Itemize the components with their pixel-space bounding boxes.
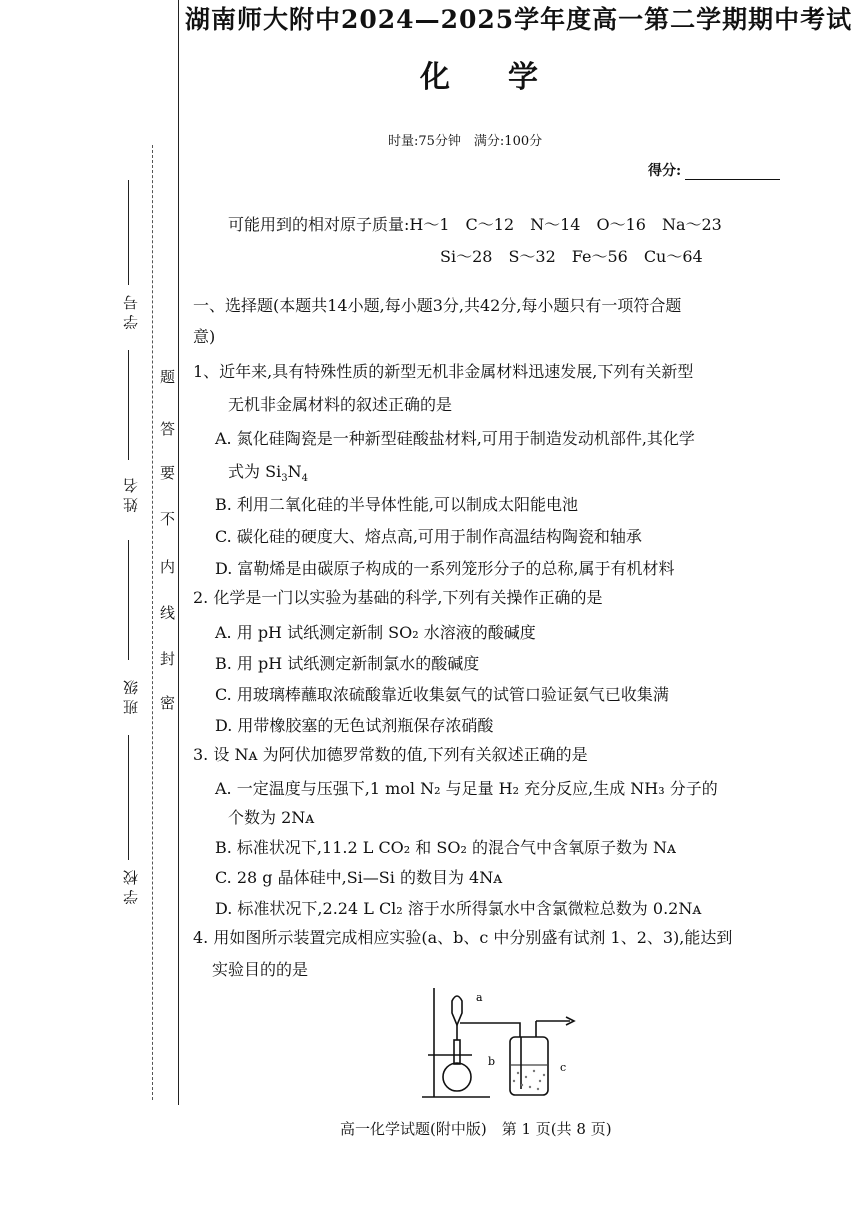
flask-neck — [454, 1040, 460, 1064]
funnel-a — [452, 996, 462, 1025]
xuehao-blank[interactable] — [128, 180, 129, 285]
q2-stem: 2. 化学是一门以实验为基础的科学,下列有关操作正确的是 — [193, 588, 603, 607]
margin-warning-char: 题 — [160, 368, 176, 386]
q2-option-c[interactable]: C. 用玻璃棒蘸取浓硫酸靠近收集氨气的试管口验证氨气已收集满 — [215, 685, 669, 704]
xuexiao-blank[interactable] — [128, 735, 129, 860]
margin-warning-char: 答 — [160, 420, 176, 438]
q3-option-c[interactable]: C. 28 g 晶体硅中,Si—Si 的数目为 4Nᴀ — [215, 868, 503, 887]
xuehao-label: 学 号 — [122, 295, 140, 330]
lab-apparatus-figure — [410, 985, 590, 1105]
q4-stem-cont: 实验目的的是 — [212, 960, 309, 979]
xingming-blank[interactable] — [128, 350, 129, 460]
q2-option-b[interactable]: B. 用 pH 试纸测定新制氯水的酸碱度 — [215, 654, 480, 673]
q1-option-b[interactable]: B. 利用二氧化硅的半导体性能,可以制成太阳能电池 — [215, 495, 579, 514]
q1-option-a-formula-prefix: 式为 — [228, 462, 261, 481]
label-a: a — [476, 991, 483, 1004]
q2-option-d[interactable]: D. 用带橡胶塞的无色试剂瓶保存浓硝酸 — [215, 716, 494, 735]
q3-option-a[interactable]: A. 一定温度与压强下,1 mol N₂ 与足量 H₂ 充分反应,生成 NH₃ 分子的 — [215, 779, 718, 798]
score-blank[interactable] — [685, 165, 780, 180]
banji-blank[interactable] — [128, 540, 129, 660]
xingming-label: 姓 名 — [122, 478, 140, 513]
label-b: b — [488, 1055, 496, 1068]
q3-option-d[interactable]: D. 标准状况下,2.24 L Cl₂ 溶于水所得氯水中含氯微粒总数为 0.2Nᴀ — [215, 899, 702, 918]
q1-option-a-cont: 式为 $Si_3N_4$ — [228, 462, 308, 485]
xuexiao-label: 学 校 — [122, 870, 140, 905]
margin-warning-char: 密 — [160, 694, 176, 712]
delivery-tube — [460, 1023, 520, 1037]
margin-warning-char: 要 — [160, 464, 176, 482]
q3-option-b[interactable]: B. 标准状况下,11.2 L CO₂ 和 SO₂ 的混合气中含氧原子数为 Nᴀ — [215, 838, 677, 857]
q1-stem-cont: 无机非金属材料的叙述正确的是 — [228, 395, 453, 414]
label-c: c — [560, 1061, 567, 1074]
page-footer: 高一化学试题(附中版) 第 1 页(共 8 页) — [340, 1120, 612, 1138]
cut-line — [152, 145, 153, 1100]
exam-title-line: 湖南师大附中2024—2025学年度高一第二学期期中考试 — [185, 5, 853, 34]
gas-bottle-c — [510, 1037, 548, 1095]
subject-title: 化学 — [420, 60, 596, 95]
section-heading-cont: 意) — [193, 327, 216, 346]
margin-warning-char: 不 — [160, 510, 176, 528]
margin-warning-char: 线 — [160, 604, 176, 622]
q1-option-a[interactable]: A. 氮化硅陶瓷是一种新型硅酸盐材料,可用于制造发动机部件,其化学 — [215, 429, 695, 448]
q3-stem: 3. 设 Nᴀ 为阿伏加德罗常数的值,下列有关叙述正确的是 — [193, 745, 588, 764]
margin-rule — [178, 0, 179, 1105]
flask-b — [443, 1063, 471, 1091]
q3-option-a-cont: 个数为 2Nᴀ — [228, 808, 315, 827]
atomic-mass-line-2: Si～28 S～32 Fe～56 Cu～64 — [440, 247, 703, 266]
time-info: 时量:75分钟 满分:100分 — [388, 134, 543, 149]
atomic-mass-line-1: 可能用到的相对原子质量:H～1 C～12 N～14 O～16 Na～23 — [228, 215, 722, 234]
banji-label: 班 级 — [122, 680, 140, 715]
q1-stem: 1、近年来,具有特殊性质的新型无机非金属材料迅速发展,下列有关新型 — [193, 362, 694, 381]
score-field[interactable] — [648, 160, 780, 180]
q4-stem: 4. 用如图所示装置完成相应实验(a、b、c 中分别盛有试剂 1、2、3),能达到 — [193, 928, 733, 947]
section-heading: 一、选择题(本题共14小题,每小题3分,共42分,每小题只有一项符合题 — [193, 296, 682, 315]
margin-warning-char: 内 — [160, 558, 176, 576]
q2-option-a[interactable]: A. 用 pH 试纸测定新制 SO₂ 水溶液的酸碱度 — [215, 623, 536, 642]
q1-option-c[interactable]: C. 碳化硅的硬度大、熔点高,可用于制作高温结构陶瓷和轴承 — [215, 527, 642, 546]
q1-option-d[interactable]: D. 富勒烯是由碳原子构成的一系列笼形分子的总称,属于有机材料 — [215, 559, 675, 578]
score-label: 得分: — [648, 163, 682, 179]
margin-warning-char: 封 — [160, 650, 176, 668]
